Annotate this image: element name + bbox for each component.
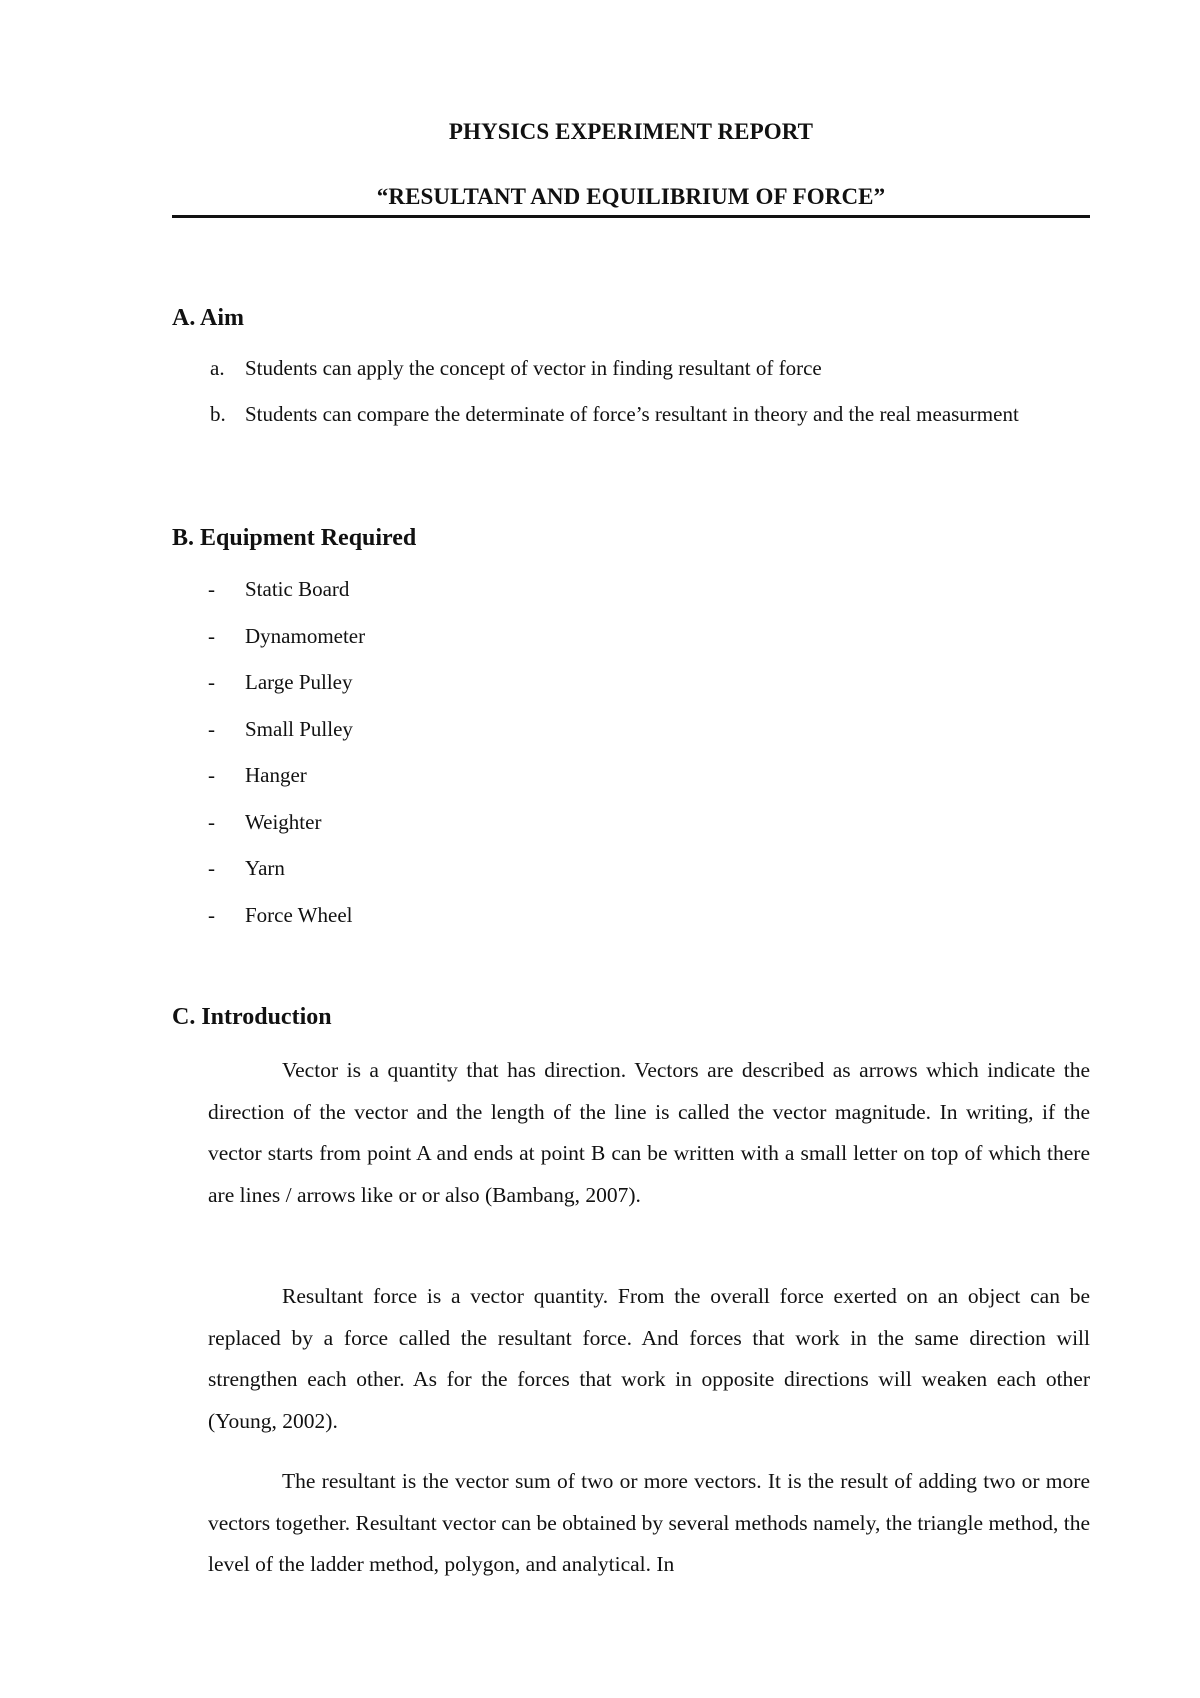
- introduction-paragraph: Vector is a quantity that has direction. Vectors are described as arrows which indicate the direction of the vector and the length of the line is called the vector magnitude. In writing, if the vector starts from point A and ends at point B can be written with a small letter on top of which there are lines / arrows like or or also (Bambang, 2007).: [208, 1058, 1090, 1207]
- equipment-item-label: Large Pulley: [245, 670, 353, 694]
- report-title: PHYSICS EXPERIMENT REPORT: [448, 119, 814, 144]
- list-dash: -: [208, 902, 215, 927]
- list-dash: -: [208, 623, 215, 648]
- report-subtitle: “RESULTANT AND EQUILIBRIUM OF FORCE”: [376, 184, 886, 209]
- list-dash: -: [208, 763, 215, 787]
- aim-item-text: Students can compare the determinate of force’s resultant in theory and the real measurment: [245, 402, 1019, 426]
- aim-item-marker: a.: [210, 356, 225, 380]
- title-underline: [172, 215, 1090, 218]
- equipment-item-label: Hanger: [245, 763, 307, 787]
- introduction-paragraph: Resultant force is a vector quantity. From the overall force exerted on an object can be replaced by a force called the resultant force. And forces that work in the same direction will strengthen each other. As for the forces that work in opposite directions will weaken each other (Young, 2002).: [208, 1284, 1090, 1433]
- list-dash: -: [208, 856, 215, 880]
- equipment-item-label: Dynamometer: [245, 623, 366, 648]
- introduction-heading: C. Introduction: [172, 1004, 332, 1030]
- equipment-item-label: Yarn: [245, 856, 285, 880]
- equipment-heading: B. Equipment Required: [172, 525, 417, 551]
- list-dash: -: [208, 809, 215, 834]
- aim-item-marker: b.: [210, 402, 226, 426]
- aim-item-text: Students can apply the concept of vector in finding resultant of force: [245, 356, 822, 380]
- list-dash: -: [208, 670, 215, 694]
- list-dash: -: [208, 577, 215, 601]
- equipment-item-label: Small Pulley: [245, 716, 353, 741]
- equipment-item-label: Static Board: [245, 577, 350, 601]
- introduction-paragraph: The resultant is the vector sum of two or more vectors. It is the result of adding two or more vectors together. Resultant vector can be obtained by several methods namely, the triangle method, the level of the ladder method, polygon, and analytical. In: [208, 1469, 1090, 1576]
- list-dash: -: [208, 716, 215, 741]
- equipment-item-label: Force Wheel: [245, 902, 353, 927]
- aim-heading: A. Aim: [172, 305, 244, 331]
- equipment-item-label: Weighter: [245, 809, 322, 834]
